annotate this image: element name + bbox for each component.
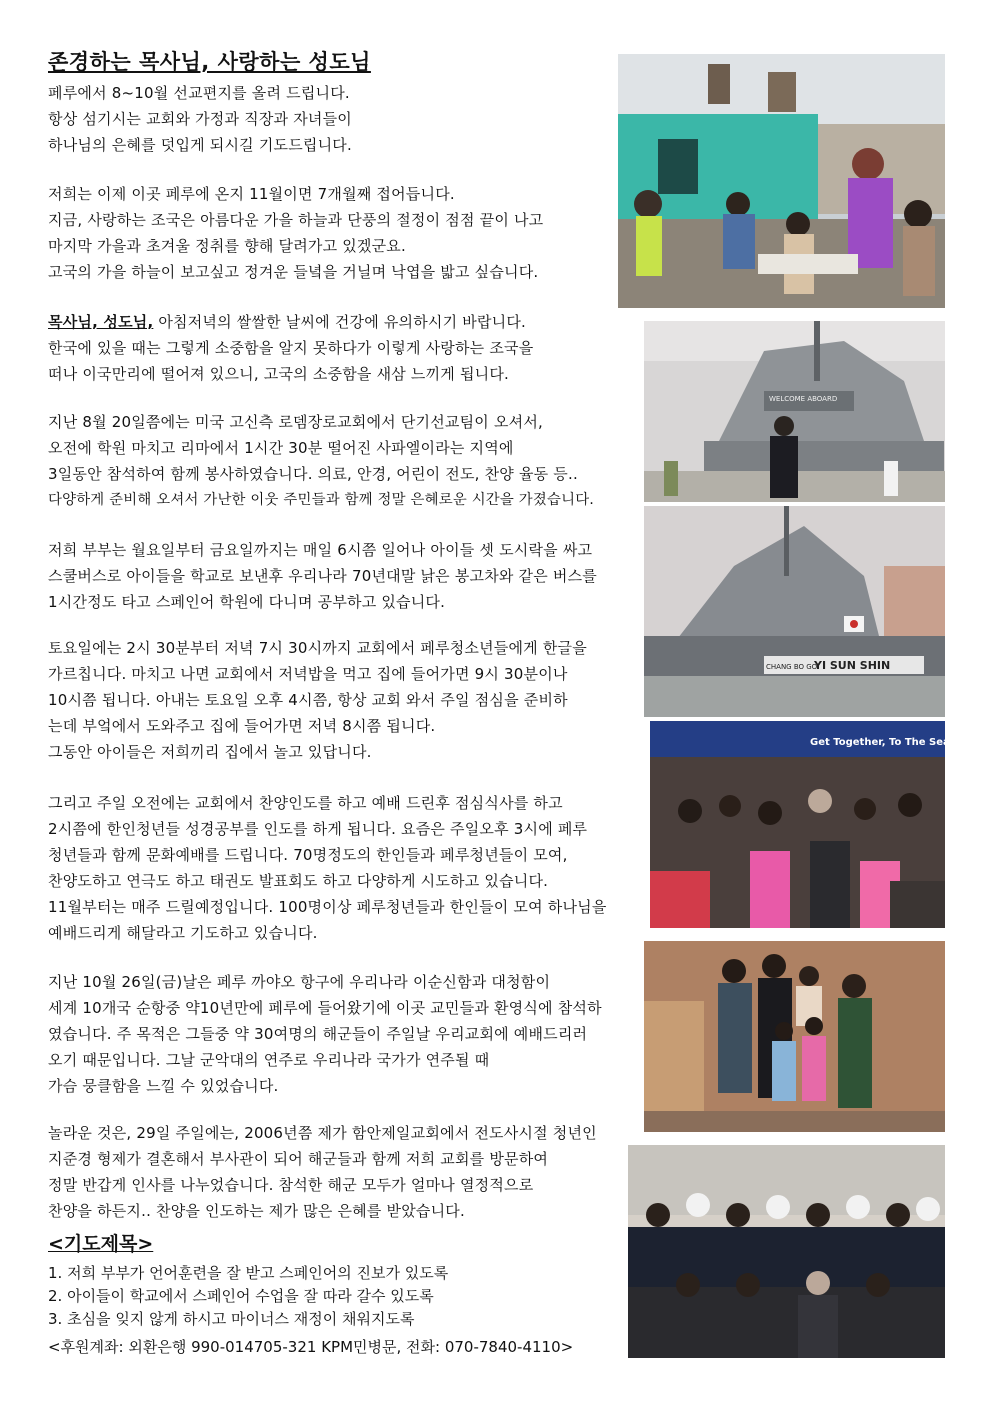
text-line: 가르칩니다. 마치고 나면 교회에서 저녁밥을 먹고 집에 들어가면 9시 30분이나 [48, 665, 568, 683]
paragraph-autumn [48, 181, 543, 285]
text-line: 였습니다. 주 목적은 그들중 약 30여명의 해군들이 주일날 우리교회에 예배드리러 [48, 1025, 588, 1043]
photo-ship-officer [644, 321, 945, 502]
text-line: 마지막 가을과 초겨울 정취를 향해 달려가고 있겠군요. [48, 237, 406, 255]
text-line: 2시쯤에 한인청년들 성경공부를 인도를 하게 됩니다. 요즘은 주일오후 3시에 페루 [48, 820, 588, 838]
text-line: 항상 섬기시는 교회와 가정과 직장과 자녀들이 [48, 110, 352, 128]
welcome-text: WELCOME ABOARD [769, 395, 838, 403]
greeting-emphasis: 목사님, 성도님, [48, 313, 154, 331]
paragraph-navy-ship [48, 969, 602, 1099]
text-line: 가슴 뭉클함을 느낄 수 있었습니다. [48, 1077, 279, 1095]
text-line: 토요일에는 2시 30분부터 저녁 7시 30시까지 교회에서 페루청소년들에게 한글을 [48, 639, 587, 657]
prayer-item: 2. 아이들이 학교에서 스페인어 수업을 잘 따라 갈수 있도록 [48, 1287, 434, 1305]
paragraph-mission-team [48, 409, 594, 513]
donation-account: <후원계좌: 외환은행 990-014705-321 KPM민병문, 전화: 070-7840-4110> [48, 1338, 574, 1356]
text-line: 그동안 아이들은 저희끼리 집에서 놀고 있답니다. [48, 743, 372, 761]
text-line: 지난 8월 20일쯤에는 미국 고신측 로뎀장로교회에서 단기선교팀이 오셔서, [48, 413, 543, 431]
text-line: 1시간정도 타고 스페인어 학원에 다니며 공부하고 있습니다. [48, 593, 446, 611]
text-line: 고국의 가을 하늘이 보고싶고 정겨운 들녘을 거닐며 낙엽을 밟고 싶습니다. [48, 263, 539, 281]
text-line: 다양하게 준비해 오셔서 가난한 이웃 주민들과 함께 정말 은혜로운 시간을 가졌습니다. [48, 492, 595, 508]
photo-outreach [618, 54, 945, 308]
paragraph-sunday [48, 790, 607, 946]
text-line: 지난 10월 26일(금)날은 페루 까야오 항구에 우리나라 이순신함과 대청함이 [48, 973, 551, 991]
banner-text: Get Together, To The Sea! To [810, 737, 971, 748]
text-line: 떠나 이국만리에 떨어져 있으니, 고국의 소중함을 새삼 느끼게 됩니다. [48, 365, 510, 383]
text-line: 스쿨버스로 아이들을 학교로 보낸후 우리나라 70년대말 낡은 봉고차와 같은 버스를 [48, 567, 597, 585]
text-line: 놀라운 것은, 29일 주일에는, 2006년쯤 제가 함안제일교회에서 전도사시절 청년인 [48, 1124, 597, 1142]
prayer-item: 3. 초심을 잊지 않게 하시고 마이너스 재정이 채워지도록 [48, 1310, 415, 1328]
text-line: 지금, 사랑하는 조국은 아름다운 가을 하늘과 단풍의 절정이 점점 끝이 나고 [48, 211, 544, 229]
prayer-section-title: <기도제목> [48, 1233, 154, 1255]
text-line: 정말 반갑게 인사를 나누었습니다. 참석한 해군 모두가 얼마나 열정적으로 [48, 1176, 534, 1194]
photo-navy-group [628, 1145, 945, 1358]
text-line: 페루에서 8~10월 선교편지를 올려 드립니다. [48, 84, 350, 102]
text-line: 세계 10개국 순항중 약10년만에 페루에 들어왔기에 이곳 교민들과 환영식에 참석하 [48, 999, 602, 1017]
paragraph-saturday [48, 635, 587, 765]
photo-yi-sun-shin-ship [644, 506, 945, 717]
text-line: 11월부터는 매주 드릴예정입니다. 100명이상 페루청년들과 한인들이 모여 하나님을 [48, 898, 607, 916]
prayer-list [48, 1262, 448, 1331]
photo-family [644, 941, 945, 1132]
text-line: 그리고 주일 오전에는 교회에서 찬양인도를 하고 예배 드린후 점심식사를 하고 [48, 794, 563, 812]
text-line: 오전에 학원 마치고 리마에서 1시간 30분 떨어진 사파엘이라는 지역에 [48, 439, 514, 457]
text-line: 오기 때문입니다. 그날 군악대의 연주로 우리나라 국가가 연주될 때 [48, 1051, 490, 1069]
text-line: 10시쯤 됩니다. 아내는 토요일 오후 4시쯤, 항상 교회 와서 주일 점심을 준비하 [48, 691, 568, 709]
text-line: 청년들과 함께 문화예배를 드립니다. 70명정도의 한인들과 페루청년들이 모여, [48, 846, 568, 864]
text-line: 저희 부부는 월요일부터 금요일까지는 매일 6시쯤 일어나 아이들 셋 도시락을 싸고 [48, 541, 593, 559]
photo-welcome-ceremony [650, 721, 971, 928]
text-line [48, 309, 533, 335]
ship-name-text: YI SUN SHIN [814, 659, 891, 672]
text-line: 예배드리게 해달라고 기도하고 있습니다. [48, 924, 318, 942]
text-line: 3일동안 참석하여 함께 봉사하였습니다. 의료, 안경, 어린이 전도, 찬양 율동 등.. [48, 465, 578, 483]
text-line: 하나님의 은혜를 덧입게 되시길 기도드립니다. [48, 136, 352, 154]
text-line: 저희는 이제 이곳 페루에 온지 11월이면 7개월째 접어듭니다. [48, 185, 455, 203]
intro-paragraph [48, 80, 352, 158]
text-line: 찬양도하고 연극도 하고 태권도 발표회도 하고 다양하게 시도하고 있습니다. [48, 872, 549, 890]
paragraph-greeting [48, 309, 533, 387]
ship-hull-text: CHANG BO GO [766, 663, 818, 671]
text-span: 아침저녁의 쌀쌀한 날씨에 건강에 유의하시기 바랍니다. [153, 313, 527, 331]
text-line: 지준경 형제가 결혼해서 부사관이 되어 해군들과 함께 저희 교회를 방문하여 [48, 1150, 549, 1168]
page-title: 존경하는 목사님, 사랑하는 성도님 [48, 50, 371, 74]
text-line: 한국에 있을 때는 그렇게 소중함을 알지 못하다가 이렇게 사랑하는 조국을 [48, 339, 534, 357]
text-line: 는데 부엌에서 도와주고 집에 들어가면 저녁 8시쯤 됩니다. [48, 717, 436, 735]
prayer-item: 1. 저희 부부가 언어훈련을 잘 받고 스페인어의 진보가 있도록 [48, 1264, 449, 1282]
paragraph-visit [48, 1120, 597, 1224]
text-line: 찬양을 하든지.. 찬양을 인도하는 제가 많은 은혜를 받았습니다. [48, 1202, 465, 1220]
paragraph-weekday [48, 537, 597, 615]
